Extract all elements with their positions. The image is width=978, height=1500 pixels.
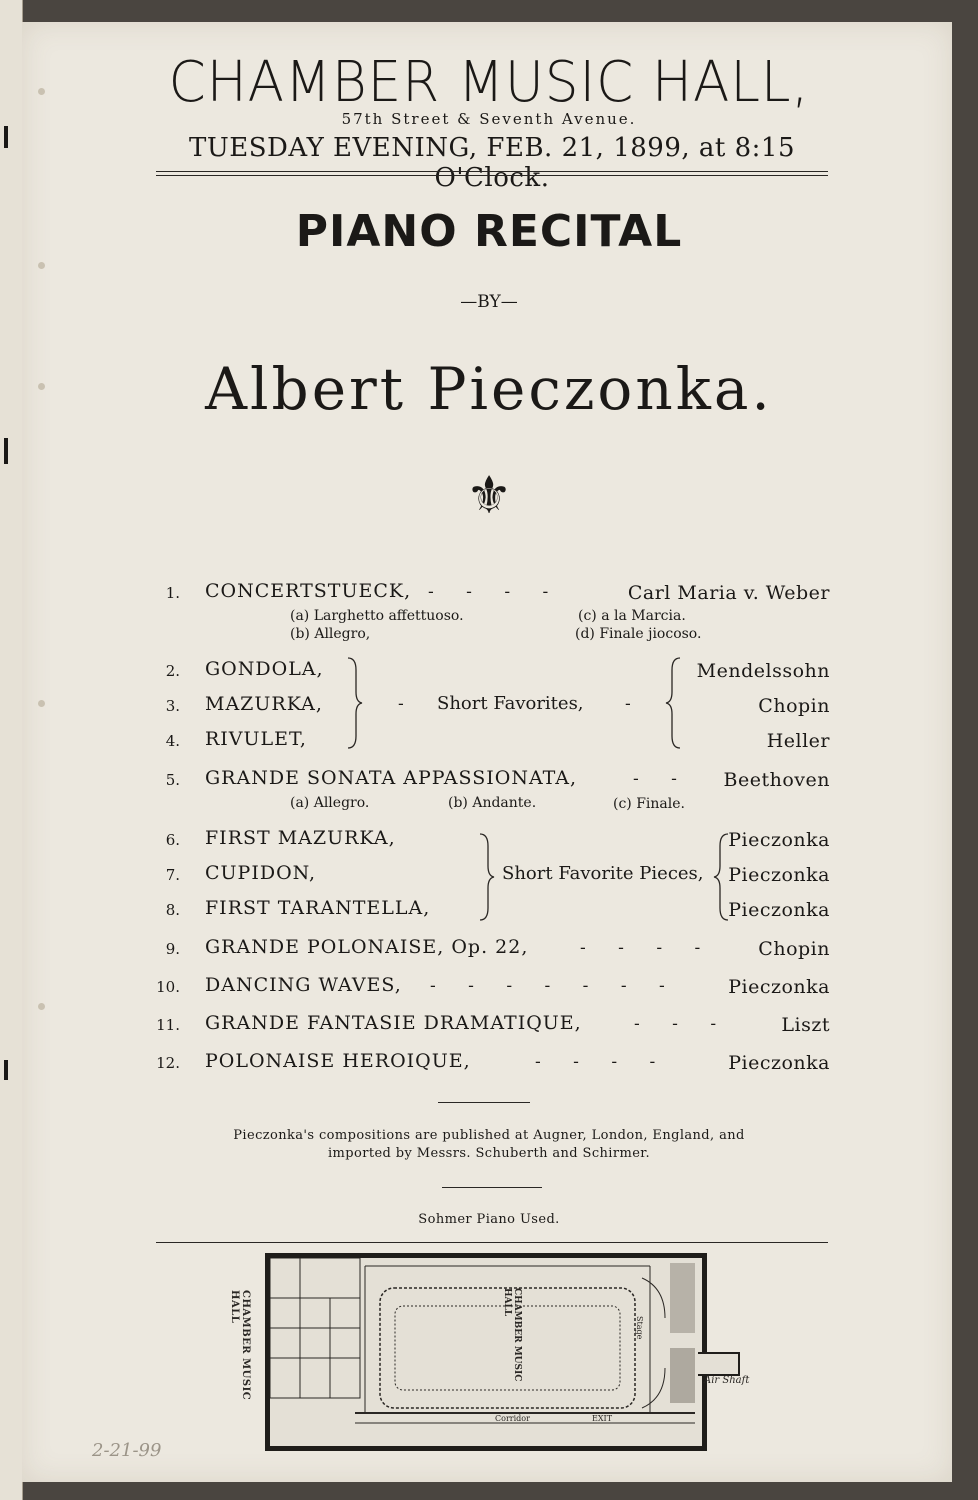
piece-title: GRANDE SONATA APPASSIONATA, [205,767,578,789]
leader-dash: - [625,694,631,714]
floor-plan-drawing [270,1258,702,1446]
movement: (a) Larghetto affettuoso. [290,608,464,624]
movement: (b) Andante. [448,795,537,811]
piece-title: FIRST MAZURKA, [205,827,396,849]
piece-title: DANCING WAVES, [205,974,402,996]
composer: Beethoven [723,769,830,791]
left-brace [712,832,732,922]
piece-title: CUPIDON, [205,862,317,884]
item-number: 9. [165,940,180,958]
item-number: 7. [165,866,180,884]
recital-title: PIANO RECITAL [295,206,683,257]
composer: Chopin [758,695,830,717]
header-rule [156,175,828,176]
composer: Pieczonka [728,864,830,886]
item-number: 12. [156,1054,180,1072]
publisher-note: Pieczonka's compositions are published at Augner, London, England, and [233,1128,745,1143]
fleur-de-lis-icon: ⚜ [465,466,513,526]
item-number: 11. [156,1016,180,1034]
item-number: 3. [165,697,180,715]
footer-rule [156,1242,828,1243]
right-brace [476,832,496,922]
exit-label: EXIT [592,1414,613,1423]
item-number: 6. [165,831,180,849]
leader-dashes: - - - - [580,938,701,958]
punch-hole [38,262,45,269]
leader-dashes: - - - - [428,582,549,602]
venue-name: CHAMBER MUSIC HALL, [168,50,810,115]
left-brace [664,656,684,750]
item-number: 4. [165,732,180,750]
item-number: 10. [156,978,180,996]
by-line: —BY— [460,292,518,312]
group-label: Short Favorite Pieces, [502,863,704,884]
venue-address: 57th Street & Seventh Avenue. [341,110,637,128]
leader-dashes: - - [633,769,677,789]
floorplan-side-label: CHAMBER MUSIC HALL [229,1290,251,1401]
leader-dash: - [398,694,404,714]
piece-title: POLONAISE HEROIQUE, [205,1050,471,1072]
movement: (b) Allegro, [290,626,371,642]
item-number: 2. [165,662,180,680]
leader-dashes: - - - - [535,1052,656,1072]
publisher-note: imported by Messrs. Schuberth and Schirmer. [327,1146,651,1161]
leader-dashes: - - - [634,1014,717,1034]
piano-note: Sohmer Piano Used. [418,1212,560,1227]
piece-title: GONDOLA, [205,658,324,680]
binding-mark [4,438,8,464]
composer: Pieczonka [728,829,830,851]
composer: Pieczonka [728,1052,830,1074]
movement: (c) a la Marcia. [578,608,686,624]
piece-title: RIVULET, [205,728,307,750]
piece-title: MAZURKA, [205,693,323,715]
divider [442,1187,542,1188]
air-shaft-label: Air Shaft [704,1375,750,1386]
event-datetime: TUESDAY EVENING, FEB. 21, 1899, at 8:15 O'Clock. [189,133,795,193]
composer: Pieczonka [728,899,830,921]
divider [438,1102,530,1103]
composer: Pieczonka [728,976,830,998]
floor-plan [265,1253,707,1451]
floorplan-center-label: CHAMBER MUSIC HALL [502,1288,522,1382]
stage-label: Stage [635,1316,644,1340]
group-label: Short Favorites, [437,693,584,714]
item-number: 5. [165,771,180,789]
composer: Chopin [758,938,830,960]
air-shaft-box [698,1352,740,1376]
item-number: 1. [165,584,180,602]
piece-title: GRANDE POLONAISE, Op. 22, [205,936,529,958]
movement: (d) Finale jiocoso. [575,626,702,642]
movement: (a) Allegro. [290,795,370,811]
piece-title: GRANDE FANTASIE DRAMATIQUE, [205,1012,582,1034]
movement: (c) Finale. [613,796,685,812]
composer: Liszt [781,1014,830,1036]
leader-dashes: - - - - - - - [430,976,665,996]
item-number: 8. [165,901,180,919]
right-brace [344,656,364,750]
composer: Mendelssohn [696,660,830,682]
header-rule [156,171,828,172]
pencil-annotation: 2-21-99 [92,1440,162,1461]
corridor-label: Corridor [495,1414,530,1423]
binding-mark [4,126,8,148]
composer: Carl Maria v. Weber [627,582,830,604]
piece-title: CONCERTSTUECK, [205,580,412,602]
punch-hole [38,1003,45,1010]
piece-title: FIRST TARANTELLA, [205,897,431,919]
performer-name: Albert Pieczonka. [205,355,773,423]
composer: Heller [766,730,830,752]
